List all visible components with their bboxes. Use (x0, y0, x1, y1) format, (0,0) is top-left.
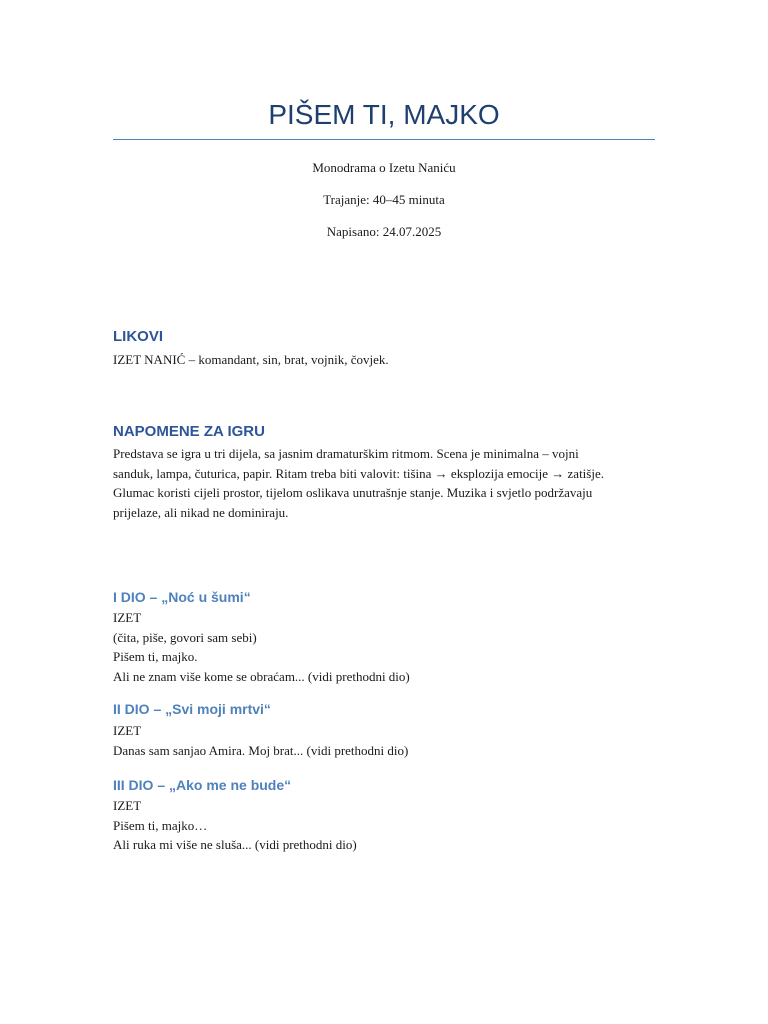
document-title: PIŠEM TI, MAJKO (268, 99, 500, 130)
part-1-line: IZET (113, 610, 142, 625)
part-1-line: Ali ne znam više kome se obraćam... (vidi prethodni dio) (113, 668, 410, 684)
part-3-line: IZET (113, 798, 142, 813)
part-1-line: (čita, piše, govori sam sebi) (113, 629, 257, 645)
notes-line: Glumac koristi cijeli prostor, tijelom oslikava unutrašnje stanje. Muzika i svjetlo podržavaju (113, 485, 593, 500)
document-subtitle: Monodrama o Izetu Naniću (312, 160, 456, 175)
part-2-line: Danas sam sanjao Amira. Moj brat... (vidi prethodni dio) (113, 742, 409, 758)
title-underline (113, 139, 655, 140)
document-duration: Trajanje: 40–45 minuta (323, 192, 445, 207)
characters-heading: LIKOVI (113, 328, 164, 345)
notes-heading: NAPOMENE ZA IGRU (113, 423, 265, 440)
notes-line: sanduk, lampa, čuturica, papir. Ritam treba biti valovit: tišina → eksplozija emocije → zatišje. (113, 465, 604, 481)
notes-line: prijelaze, ali nikad ne dominiraju. (113, 504, 289, 520)
part-3-line: Pišem ti, majko… (113, 817, 208, 833)
characters-text: IZET NANIĆ – komandant, sin, brat, vojnik, čovjek. (113, 352, 389, 367)
part-2-heading: II DIO – „Svi moji mrtvi“ (113, 701, 271, 717)
part-1-line: Pišem ti, majko. (113, 649, 198, 664)
part-3-line: Ali ruka mi više ne sluša... (vidi prethodni dio) (113, 837, 357, 852)
part-3-heading: III DIO – „Ako me ne bude“ (113, 777, 292, 793)
notes-line: Predstava se igra u tri dijela, sa jasnim dramaturškim ritmom. Scena je minimalna – vojni (113, 446, 579, 461)
part-2-line: IZET (113, 723, 142, 738)
document-written-date: Napisano: 24.07.2025 (326, 224, 442, 239)
part-1-heading: I DIO – „Noć u šumi“ (113, 589, 251, 605)
